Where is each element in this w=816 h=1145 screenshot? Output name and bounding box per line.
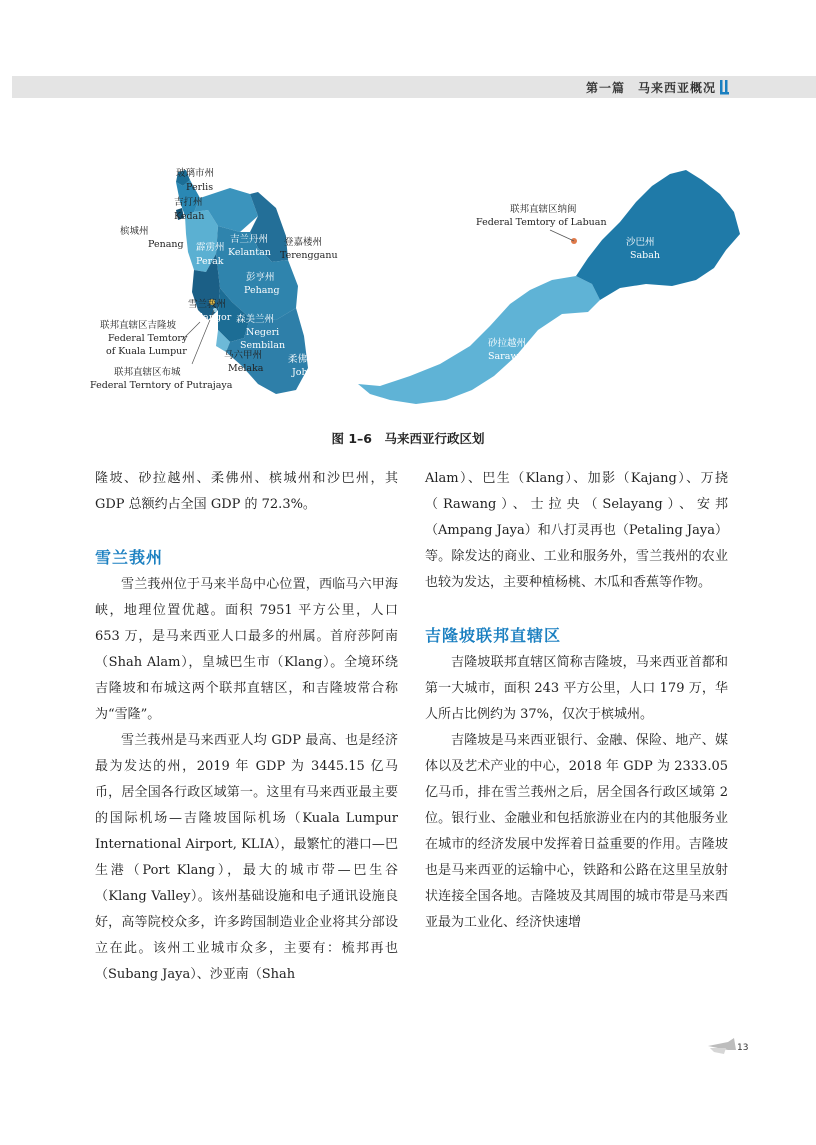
left-column [95,466,398,988]
label-ns-zh: 森美兰州 [236,314,275,325]
label-melaka-zh: 马六甲州 [224,350,263,361]
label-melaka-en: Melaka [228,363,264,374]
label-ns-en2: Sembilan [240,340,286,351]
paragraph: 吉隆坡是马来西亚银行、金融、保险、地产、媒体以及艺术产业的中心，2018 年 GDP 为 2333.05 亿马币，排在雪兰莪州之后，居全国各行政区域第 2 位。银行业、金融业和包括旅游业在内的其他服务业在城市的经济发展中发挥着日益重要的作用。吉隆坡也是马来西亚的运输中心，铁路和公路在这里呈放射状连接全国各地。吉隆坡及其周围的城市带是马来西亚最为工业化、经济快速增 [425,733,728,930]
label-ns-en1: Negeri [246,327,280,338]
paragraph: 吉隆坡联邦直辖区简称吉隆坡，马来西亚首都和第一大城市，面积 243 平方公里，人口 179 万，华人所占比例约为 37%，仅次于槟城州。 [425,655,728,722]
label-pahang-en: Pehang [244,285,280,296]
label-putra-zh: 联邦直辖区布城 [114,367,181,378]
label-kl-en2: of Kuala Lumpur [106,346,187,357]
label-kl-en1: Federal Temtory [108,333,188,344]
region-sabah [576,170,740,300]
label-terengganu-zh: 登嘉楼州 [284,237,323,248]
label-sarawak-en: Sarawak [488,351,530,362]
label-pahang-zh: 彭亨州 [246,272,275,283]
label-penang-zh: 槟城州 [120,226,149,237]
paragraph: Alam）、巴生（Klang）、加影（Kajang）、万挠（Rawang）、士拉央（Selayang）、安邦（Ampang Jaya）和八打灵再也（Petaling Jaya）等。除发达的商业、工业和服务外，雪兰莪州的农业也较为发达，主要种植杨桃、木瓜和香蕉等作物。 [425,471,728,590]
label-perlis-en: Perlis [186,182,214,193]
label-sarawak-zh: 砂拉越州 [488,338,527,349]
label-perlis-zh: 玻璃市州 [176,168,215,179]
chapter-mark-icon [719,78,731,96]
label-labuan-en: Federal Temtory of Labuan [476,217,607,228]
page-number: 13 [737,1043,749,1053]
label-selangor-en: Selangor [188,312,232,323]
label-kl-zh: 联邦直辖区吉隆坡 [100,320,177,331]
label-perak-en: Perak [196,256,224,267]
label-kelantan-zh: 吉兰丹州 [230,234,269,245]
paragraph: 雪兰莪州是马来西亚人均 GDP 最高、也是经济最为发达的州，2019 年 GDP 为 3445.15 亿马币，居全国各行政区域第一。这里有马来西亚最主要的国际机场—吉隆坡国际机场（Kuala Lumpur International Airport, KLIA），最繁忙的港口—巴生港（Port Klang），最大的城市带—巴生谷（Klang Valley）。该州基础设施和电子通讯设施良好，高等院校众多，许多跨国制造业企业将其分部设立在此。该州工业城市众多，主要有：梳邦再也（Subang Jaya）、沙亚南（Shah [95,733,398,982]
label-putra-en: Federal Terntory of Putrajaya [90,380,233,391]
section-heading-kuala-lumpur: 吉隆坡联邦直辖区 [425,626,562,645]
page-corner-ornament-icon [706,1036,738,1056]
label-johor-zh: 柔佛州 [288,354,317,365]
label-selangor-zh: 雪兰莪州 [188,299,227,310]
chapter-title: 第一篇 马来西亚概况 [585,81,716,95]
label-sabah-en: Sabah [630,250,661,261]
label-kedah-zh: 吉打州 [174,197,203,208]
region-sarawak [358,276,600,404]
label-labuan-zh: 联邦直辖区纳闽 [510,204,577,215]
paragraph: 雪兰莪州位于马来半岛中心位置，西临马六甲海峡，地理位置优越。面积 7951 平方公里，人口 653 万，是马来西亚人口最多的州属。首府莎阿南（Shah Alam），皇城巴生市（Klang）。全境环绕吉隆坡和布城这两个联邦直辖区，和吉隆坡常合称为“雪隆”。 [95,577,398,722]
section-heading-selangor: 雪兰莪州 [95,548,164,567]
label-kedah-en: Kedah [174,211,205,222]
right-column [425,466,728,936]
label-penang-en: Penang [148,239,184,250]
label-johor-en: Johor [292,367,318,378]
label-kelantan-en: Kelantan [228,247,271,258]
label-sabah-zh: 沙巴州 [626,237,655,248]
paragraph: 隆坡、砂拉越州、柔佛州、槟城州和沙巴州，其 GDP 总额约占全国 GDP 的 72.3%。 [95,471,398,512]
malaysia-admin-map [90,150,750,420]
figure-caption: 图 1–6 马来西亚行政区划 [331,431,485,446]
label-terengganu-en: Terengganu [280,250,338,261]
label-perak-zh: 霹雳州 [196,242,225,253]
